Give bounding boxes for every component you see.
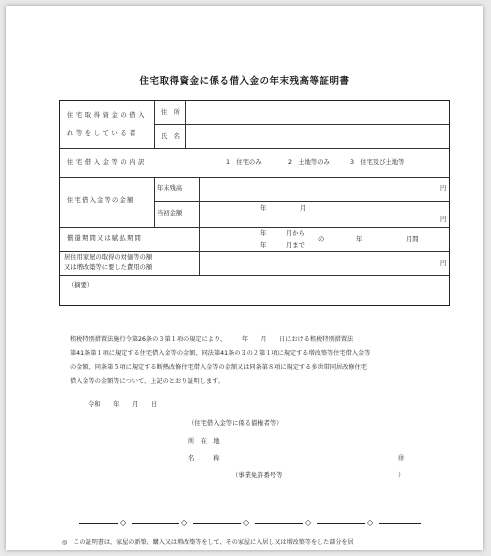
option-land-only: 2 土地等のみ: [288, 159, 330, 166]
initial-amount-label: 当初金額: [157, 210, 183, 217]
diamond-icon: ◇: [181, 518, 188, 527]
month-period-unit: 月間: [406, 236, 419, 243]
separator-line: [379, 523, 421, 524]
separator-line: [317, 523, 365, 524]
statement-line: 借入金等の金額等について、上記のとおり証明します。: [70, 378, 224, 385]
divider: [199, 227, 200, 251]
footer-note: ◎ この証明書は、家屋の新築、購入又は増改築等をして、その家屋に入居し又は増改築等をした部分を居: [62, 539, 354, 546]
divider: [199, 177, 200, 227]
loan-content-label: 住宅借入金等の内訳: [67, 159, 148, 166]
creditor-name-label: 名 称: [188, 455, 220, 462]
yen-unit: 円: [440, 185, 447, 192]
year-unit: 年: [260, 230, 267, 237]
creditor-address-label: 所 在 地: [188, 438, 220, 445]
diamond-icon: ◇: [367, 518, 374, 527]
divider: [60, 251, 450, 252]
diamond-icon: ◇: [305, 518, 312, 527]
cost-label-line1: 居住用家屋の取得の対価等の額: [64, 254, 153, 261]
separator-line: [255, 523, 303, 524]
name-label: 氏 名: [161, 133, 180, 140]
option-house-and-land: 3 住宅及び土地等: [350, 159, 405, 166]
divider: [199, 251, 200, 275]
borrower-label-line1: 住宅取得資金の借入: [67, 112, 148, 119]
option-house-only: 1 住宅のみ: [226, 159, 262, 166]
statement-line: の金額、同条第５項に規定する断熱改修住宅借入金等の金額又は同条第８項に規定する多世帯同居改修住宅: [70, 364, 367, 371]
year-unit: 年: [260, 242, 267, 249]
seal-mark: ㊞: [398, 455, 405, 462]
divider: [154, 201, 450, 202]
separator-line: [132, 523, 179, 524]
month-to: 月まで: [286, 242, 305, 249]
month-unit: 月: [300, 205, 307, 212]
statement-line: 租税特別措置法施行令第26条の３第１項の規定により、 年 月 日における租税特別措置法: [70, 336, 354, 343]
license-number-label: （事業免許番号等: [232, 472, 283, 479]
divider: [154, 124, 450, 125]
year-unit: 年: [356, 236, 363, 243]
document-title: 住宅取得資金に係る借入金の年末残高等証明書: [139, 76, 350, 87]
divider: [60, 275, 450, 276]
creditor-heading: （住宅借入金等に係る債権者等）: [188, 420, 283, 427]
remarks-label: （摘要）: [68, 282, 94, 289]
year-end-balance-label: 年末残高: [157, 185, 183, 192]
divider: [60, 227, 450, 228]
yen-unit: 円: [440, 216, 447, 223]
statement-line: 第41条第１項に規定する住宅借入金等の金額、同法第41条の３の２第１項に規定する増改築等住宅借入金等: [70, 350, 371, 357]
certificate-form-table: [59, 100, 450, 306]
loan-amount-label: 住宅借入金等の金額: [67, 197, 135, 204]
certificate-page: [6, 6, 483, 550]
divider: [60, 148, 450, 149]
cost-label-line2: 又は増改築等に要した費用の額: [64, 264, 153, 271]
divider: [60, 177, 450, 178]
diamond-icon: ◇: [243, 518, 250, 527]
diamond-icon: ◇: [120, 518, 127, 527]
issue-date: 令和 年 月 日: [88, 401, 158, 408]
year-unit: 年: [260, 205, 267, 212]
separator-line: [79, 523, 118, 524]
month-from: 月から: [286, 230, 305, 237]
separator-line: [193, 523, 241, 524]
address-label: 住 所: [161, 109, 180, 116]
yen-unit: 円: [440, 260, 447, 267]
license-close-paren: ）: [398, 472, 405, 479]
divider: [154, 177, 155, 227]
borrower-label-line2: れ等をしている者: [67, 130, 139, 137]
particle-no: の: [318, 236, 325, 243]
repayment-period-label: 償還期間又は賦払期間: [67, 235, 142, 242]
